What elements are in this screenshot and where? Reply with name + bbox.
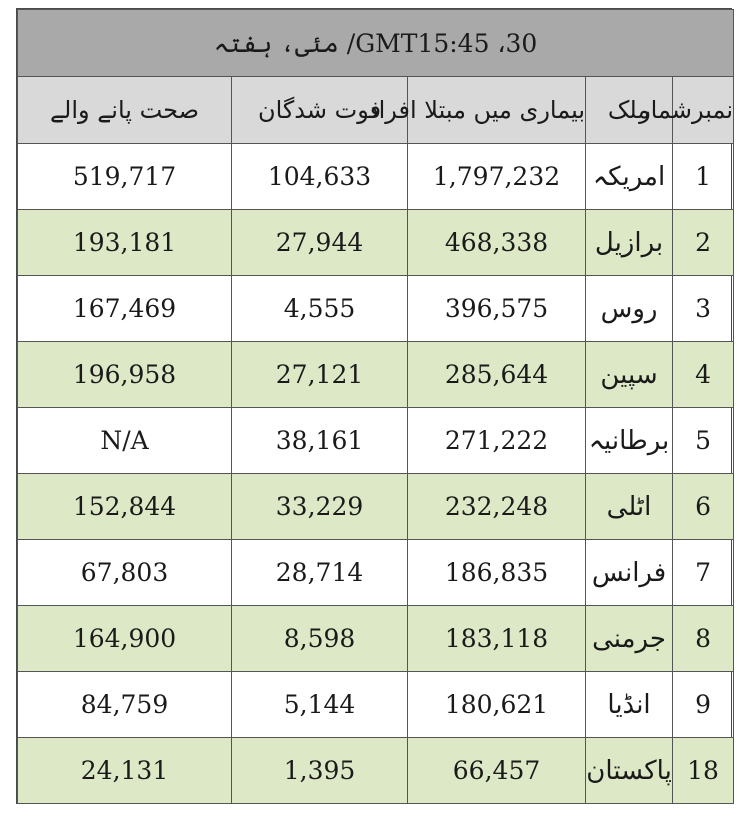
table-row <box>18 342 734 408</box>
cell-country: برطانیہ <box>586 408 673 474</box>
cell-serial: 6 <box>673 474 734 540</box>
cell-cases: 186,835 <box>408 540 586 606</box>
cell-serial: 8 <box>673 606 734 672</box>
cell-cases: 66,457 <box>408 738 586 804</box>
cell-cases: 1,797,232 <box>408 144 586 210</box>
cell-recovered: 84,759 <box>18 672 232 738</box>
table-row <box>18 210 734 276</box>
cell-country: اٹلی <box>586 474 673 540</box>
cell-country: فرانس <box>586 540 673 606</box>
cell-cases: 271,222 <box>408 408 586 474</box>
cell-country: روس <box>586 276 673 342</box>
header-cases: بیماری میں مبتلا افراد <box>408 77 586 144</box>
covid-stats-table <box>17 9 734 804</box>
cell-cases: 285,644 <box>408 342 586 408</box>
cell-country: جرمنی <box>586 606 673 672</box>
cell-country: پاکستان <box>586 738 673 804</box>
cell-serial: 5 <box>673 408 734 474</box>
cell-country: سپین <box>586 342 673 408</box>
header-serial: نمبرشمار <box>673 77 734 144</box>
header-deaths: فوت شدگان <box>232 77 408 144</box>
cell-recovered: 24,131 <box>18 738 232 804</box>
cell-serial: 7 <box>673 540 734 606</box>
cell-deaths: 28,714 <box>232 540 408 606</box>
header-recovered: صحت پانے والے <box>18 77 232 144</box>
cell-deaths: 5,144 <box>232 672 408 738</box>
cell-recovered: 152,844 <box>18 474 232 540</box>
cell-recovered: N/A <box>18 408 232 474</box>
table-row <box>18 474 734 540</box>
covid-stats-table-frame <box>16 8 732 804</box>
cell-recovered: 519,717 <box>18 144 232 210</box>
cell-serial: 3 <box>673 276 734 342</box>
table-row <box>18 144 734 210</box>
cell-recovered: 167,469 <box>18 276 232 342</box>
cell-deaths: 33,229 <box>232 474 408 540</box>
cell-recovered: 193,181 <box>18 210 232 276</box>
header-row <box>18 77 734 144</box>
table-row <box>18 672 734 738</box>
table-row <box>18 606 734 672</box>
cell-cases: 183,118 <box>408 606 586 672</box>
cell-deaths: 27,121 <box>232 342 408 408</box>
cell-deaths: 104,633 <box>232 144 408 210</box>
cell-cases: 180,621 <box>408 672 586 738</box>
cell-cases: 232,248 <box>408 474 586 540</box>
cell-serial: 9 <box>673 672 734 738</box>
cell-country: امریکہ <box>586 144 673 210</box>
cell-serial: 1 <box>673 144 734 210</box>
cell-recovered: 67,803 <box>18 540 232 606</box>
cell-country: انڈیا <box>586 672 673 738</box>
cell-deaths: 1,395 <box>232 738 408 804</box>
cell-deaths: 4,555 <box>232 276 408 342</box>
cell-cases: 396,575 <box>408 276 586 342</box>
header-country: ملک <box>586 77 673 144</box>
table-row <box>18 408 734 474</box>
cell-serial: 18 <box>673 738 734 804</box>
cell-deaths: 27,944 <box>232 210 408 276</box>
cell-serial: 2 <box>673 210 734 276</box>
table-row <box>18 276 734 342</box>
cell-serial: 4 <box>673 342 734 408</box>
cell-cases: 468,338 <box>408 210 586 276</box>
cell-deaths: 8,598 <box>232 606 408 672</box>
cell-recovered: 196,958 <box>18 342 232 408</box>
cell-country: برازیل <box>586 210 673 276</box>
cell-recovered: 164,900 <box>18 606 232 672</box>
cell-deaths: 38,161 <box>232 408 408 474</box>
table-row <box>18 540 734 606</box>
table-title: GMT15:45 ،30/ مئی، ہفتہ <box>18 10 734 77</box>
table-row <box>18 738 734 804</box>
